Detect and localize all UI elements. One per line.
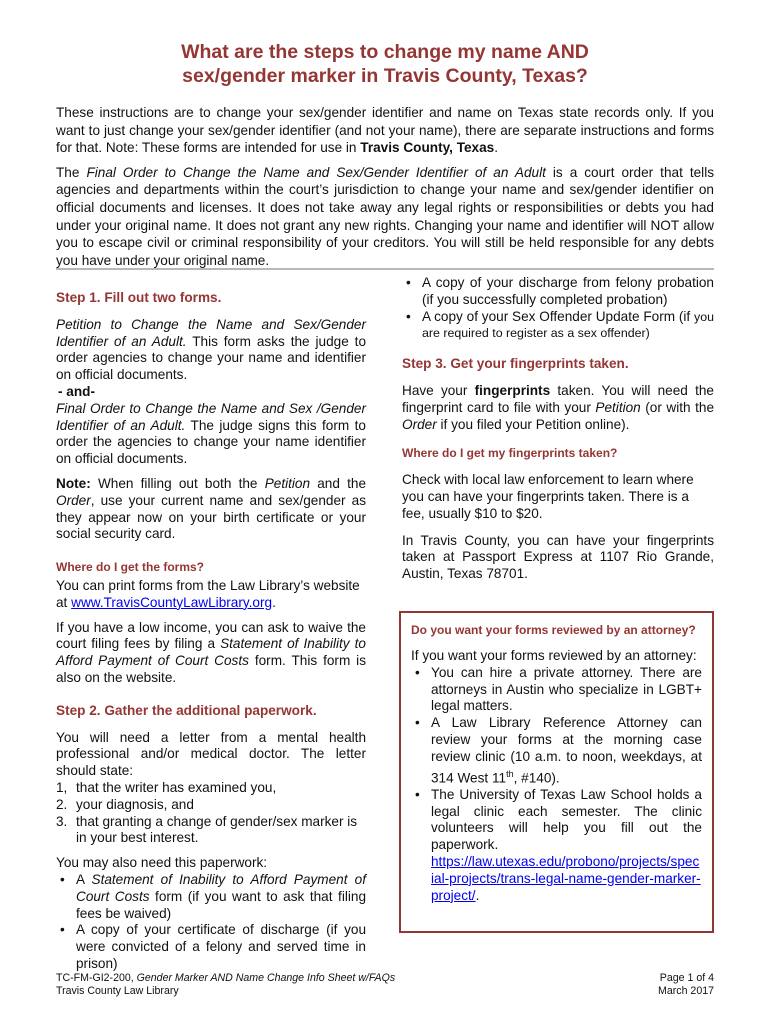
step1-heading: Step 1. Fill out two forms. bbox=[56, 290, 222, 305]
footer-right bbox=[658, 972, 714, 998]
travis-county-bold: Travis County, Texas bbox=[360, 140, 495, 156]
title-line-2: sex/gender marker in Travis County, Texas? bbox=[182, 65, 588, 87]
footer-left bbox=[56, 972, 714, 998]
intro-paragraph-1: These instructions are to change your sex/gender identifier and name on Texas state records only. If you want to just change your sex/gender identifier (and not your name), there are separate instructions and forms for that. Note: These forms are intended for use in Travis County, Texas. bbox=[56, 105, 714, 156]
paperwork-list-right bbox=[402, 275, 714, 342]
fingerprints-text: Have your fingerprints taken. You will need the fingerprint card to file with your Petition (or with the Order if you filed your Petition online). bbox=[402, 382, 715, 432]
footer-org: Travis County Law Library bbox=[56, 985, 179, 997]
step1-note: Note: When filling out both the Petition and the Order, use your current name and sex/gender as they appear now on your birth certificate or your social security card. bbox=[56, 475, 367, 542]
petition-form-desc: Petition to Change the Name and Sex/Gender Identifier of an Adult. This form asks the judge to order agencies to change your name and identifier on official documents. bbox=[56, 316, 367, 383]
list-item: • A copy of your certificate of discharge (if you were convicted of a felony and served time in prison) bbox=[56, 922, 366, 972]
fee-waiver-text: If you have a low income, you can ask to waive the court filing fees by filing a Statement of Inability to Afford Payment of Court Costs form. This form is also on the website. bbox=[56, 619, 366, 685]
intro-section bbox=[56, 104, 714, 276]
review-box-intro: If you want your forms reviewed by an attorney: bbox=[411, 647, 697, 663]
letter-list bbox=[56, 780, 366, 847]
paperwork-list-left bbox=[56, 872, 366, 973]
page-footer bbox=[56, 972, 714, 998]
final-order-title: Final Order to Change the Name and Sex/Gender Identifier of an Adult bbox=[86, 164, 546, 180]
footer-date: March 2017 bbox=[658, 985, 714, 997]
page-title bbox=[0, 40, 770, 88]
and-separator: - and- bbox=[58, 383, 95, 399]
where-forms-heading: Where do I get the forms? bbox=[56, 560, 205, 575]
letter-requirement: You will need a letter from a mental health professional and/or medical doctor. The letter should state: bbox=[56, 729, 366, 779]
list-item: 2. your diagnosis, and bbox=[56, 796, 194, 812]
law-library-link[interactable]: www.TravisCountyLawLibrary.org bbox=[71, 594, 273, 610]
intro-paragraph-2: The Final Order to Change the Name and Sex/Gender Identifier of an Adult is a court order that tells agencies and departments within the court’s jurisdiction to change your name and sex/gender identifier on official documents and licenses. It does not take away any legal rights or responsibilities or debts you had under your original name. It does not grant any new rights. Changing your name and identifier will NOT allow you to escape civil or criminal responsibility of your creditors. You will still be held responsible for any debts you have under your original name. bbox=[56, 164, 715, 268]
utexas-clinic-link[interactable]: https://law.utexas.edu/probono/projects/special-projects/trans-legal-name-gender-marker-project/ bbox=[431, 854, 701, 903]
list-item: • A Law Library Reference Attorney can review your forms at the morning case review clinic (10 a.m. to noon, weekdays, at 314 West 11th, #140). bbox=[411, 715, 702, 787]
list-item: • A copy of your discharge from felony probation (if you successfully completed probation) bbox=[402, 275, 714, 309]
final-order-form-desc: Final Order to Change the Name and Sex /Gender Identifier of an Adult. The judge signs this form to order the agencies to change your name identifier on official documents. bbox=[56, 400, 366, 467]
step2-heading: Step 2. Gather the additional paperwork. bbox=[56, 702, 317, 718]
list-item: • The University of Texas Law School holds a legal clinic each semester. The clinic volunteers will help you fill out the paperwork. https://law.utexas.edu/probono/projects/special-projects/trans-legal-name-gender-marker-project/. bbox=[411, 787, 702, 905]
footer-doc-title: Gender Marker AND Name Change Info Sheet w/FAQs bbox=[136, 972, 396, 984]
list-item: • A copy of your Sex Offender Update Form (if you are required to register as a sex offender) bbox=[402, 309, 714, 343]
review-options-list bbox=[411, 665, 702, 905]
where-fingerprints-heading: Where do I get my fingerprints taken? bbox=[402, 446, 618, 461]
list-item: 3. that granting a change of gender/sex marker is in your best interest. bbox=[56, 813, 358, 846]
list-item: 1, that the writer has examined you, bbox=[56, 779, 277, 795]
attorney-review-box bbox=[399, 611, 714, 933]
list-item: • A Statement of Inability to Afford Payment of Court Costs form (if you want to ask that filing fees be waived) bbox=[56, 872, 366, 922]
also-paperwork-text: You may also need this paperwork: bbox=[56, 855, 268, 871]
where-forms-text: You can print forms from the Law Library’s website at www.TravisCountyLawLibrary.org. bbox=[56, 577, 360, 610]
step3-heading: Step 3. Get your fingerprints taken. bbox=[402, 356, 629, 372]
title-line-1: What are the steps to change my name AND bbox=[181, 41, 589, 63]
section-divider bbox=[56, 268, 714, 270]
right-column bbox=[402, 275, 714, 933]
travis-fingerprints-text: In Travis County, you can have your fingerprints taken at Passport Express at 1107 Rio Grande, Austin, Texas 78701. bbox=[402, 532, 714, 582]
page-number: Page 1 of 4 bbox=[659, 972, 714, 984]
left-column bbox=[56, 290, 366, 973]
form-code: TC-FM-GI2-200, bbox=[56, 972, 134, 984]
list-item: • You can hire a private attorney. There are attorneys in Austin who specialize in LGBT+ legal matters. bbox=[411, 665, 702, 715]
where-fingerprints-text: Check with local law enforcement to learn where you can have your fingerprints taken. There is a fee, usually $10 to $20. bbox=[402, 472, 694, 521]
review-box-heading: Do you want your forms reviewed by an attorney? bbox=[411, 622, 696, 637]
